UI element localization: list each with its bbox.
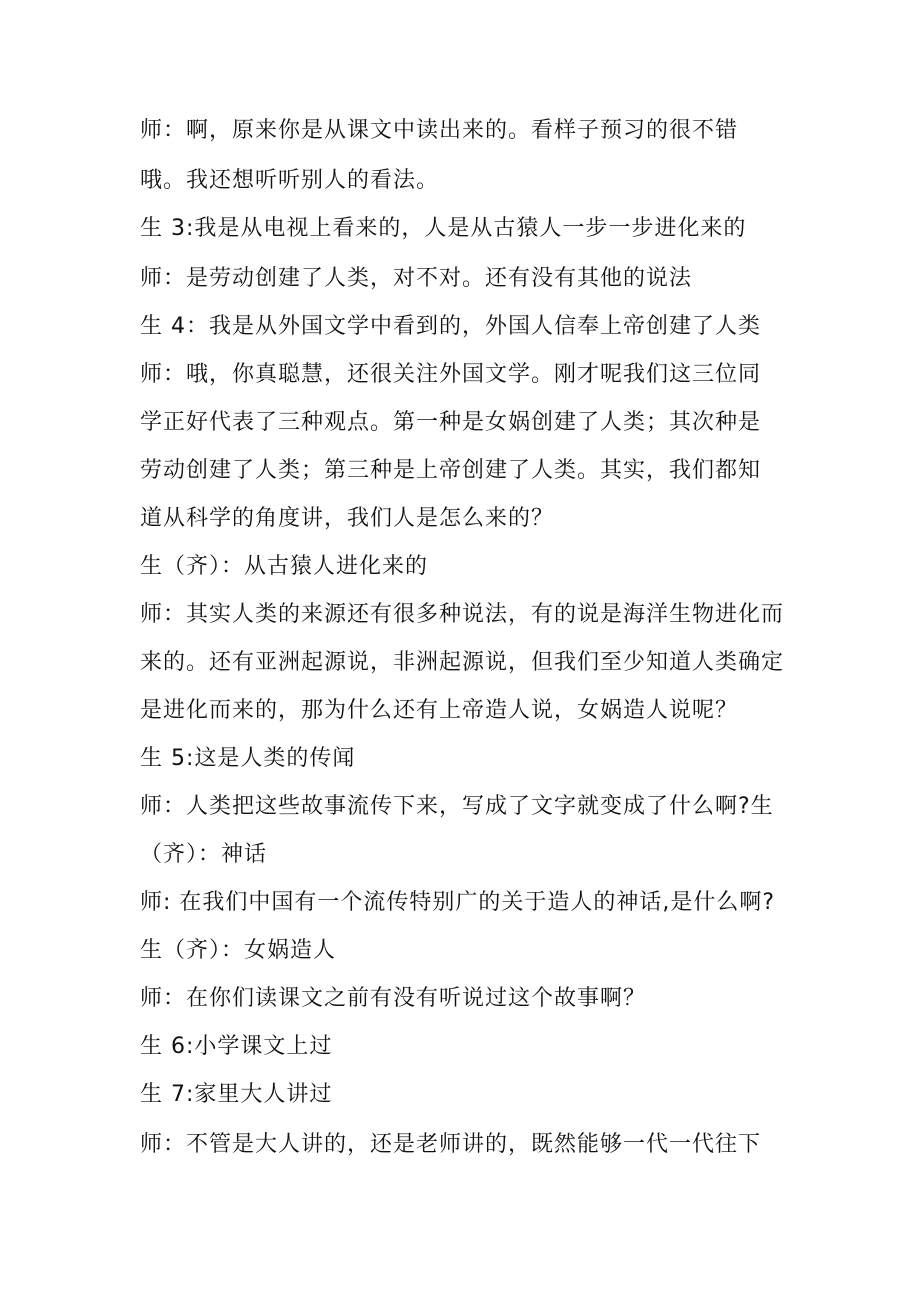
text-line: 师：哦，你真聪慧，还很关注外国文学。刚才呢我们这三位同 bbox=[140, 362, 762, 387]
text-line: 是进化而来的，那为什么还有上帝造人说，女娲造人说呢？ bbox=[140, 698, 739, 723]
text-line: 生 3:我是从电视上看来的，人是从古猿人一步一步进化来的 bbox=[140, 216, 747, 241]
text-line: 师：啊，原来你是从课文中读出来的。看样子预习的很不错 bbox=[140, 118, 739, 143]
text-line: 师：人类把这些故事流传下来，写成了文字就变成了什么啊?生 bbox=[140, 794, 774, 819]
text-line: 生 7:家里大人讲过 bbox=[140, 1082, 333, 1107]
text-line: 师：是劳动创建了人类，对不对。还有没有其他的说法 bbox=[140, 266, 693, 291]
text-line: 生（齐）：从古猿人进化来的 bbox=[140, 554, 429, 579]
text-line: 师：不管是大人讲的，还是老师讲的，既然能够一代一代往下 bbox=[140, 1132, 762, 1157]
text-line: 劳动创建了人类；第三种是上帝创建了人类。其实，我们都知 bbox=[140, 458, 762, 483]
text-line: 师：其实人类的来源还有很多种说法，有的说是海洋生物进化而 bbox=[140, 602, 785, 627]
text-line: 师：在你们读课文之前有没有听说过这个故事啊？ bbox=[140, 986, 647, 1011]
text-line: 学正好代表了三种观点。第一种是女娲创建了人类；其次种是 bbox=[140, 410, 762, 435]
text-line: 生 6:小学课文上过 bbox=[140, 1034, 333, 1059]
text-line: 生 4：我是从外国文学中看到的，外国人信奉上帝创建了人类 bbox=[140, 314, 761, 339]
text-line: 哦。我还想听听别人的看法。 bbox=[140, 168, 440, 193]
text-line: 来的。还有亚洲起源说，非洲起源说，但我们至少知道人类确定 bbox=[140, 650, 785, 675]
text-line: 生（齐）：女娲造人 bbox=[140, 938, 337, 963]
text-line: 师: 在我们中国有一个流传特别广的关于造人的神话,是什么啊? bbox=[140, 890, 776, 915]
text-line: 道从科学的角度讲，我们人是怎么来的？ bbox=[140, 506, 555, 531]
text-line: （齐）：神话 bbox=[140, 842, 268, 867]
text-line: 生 5:这是人类的传闻 bbox=[140, 746, 356, 771]
